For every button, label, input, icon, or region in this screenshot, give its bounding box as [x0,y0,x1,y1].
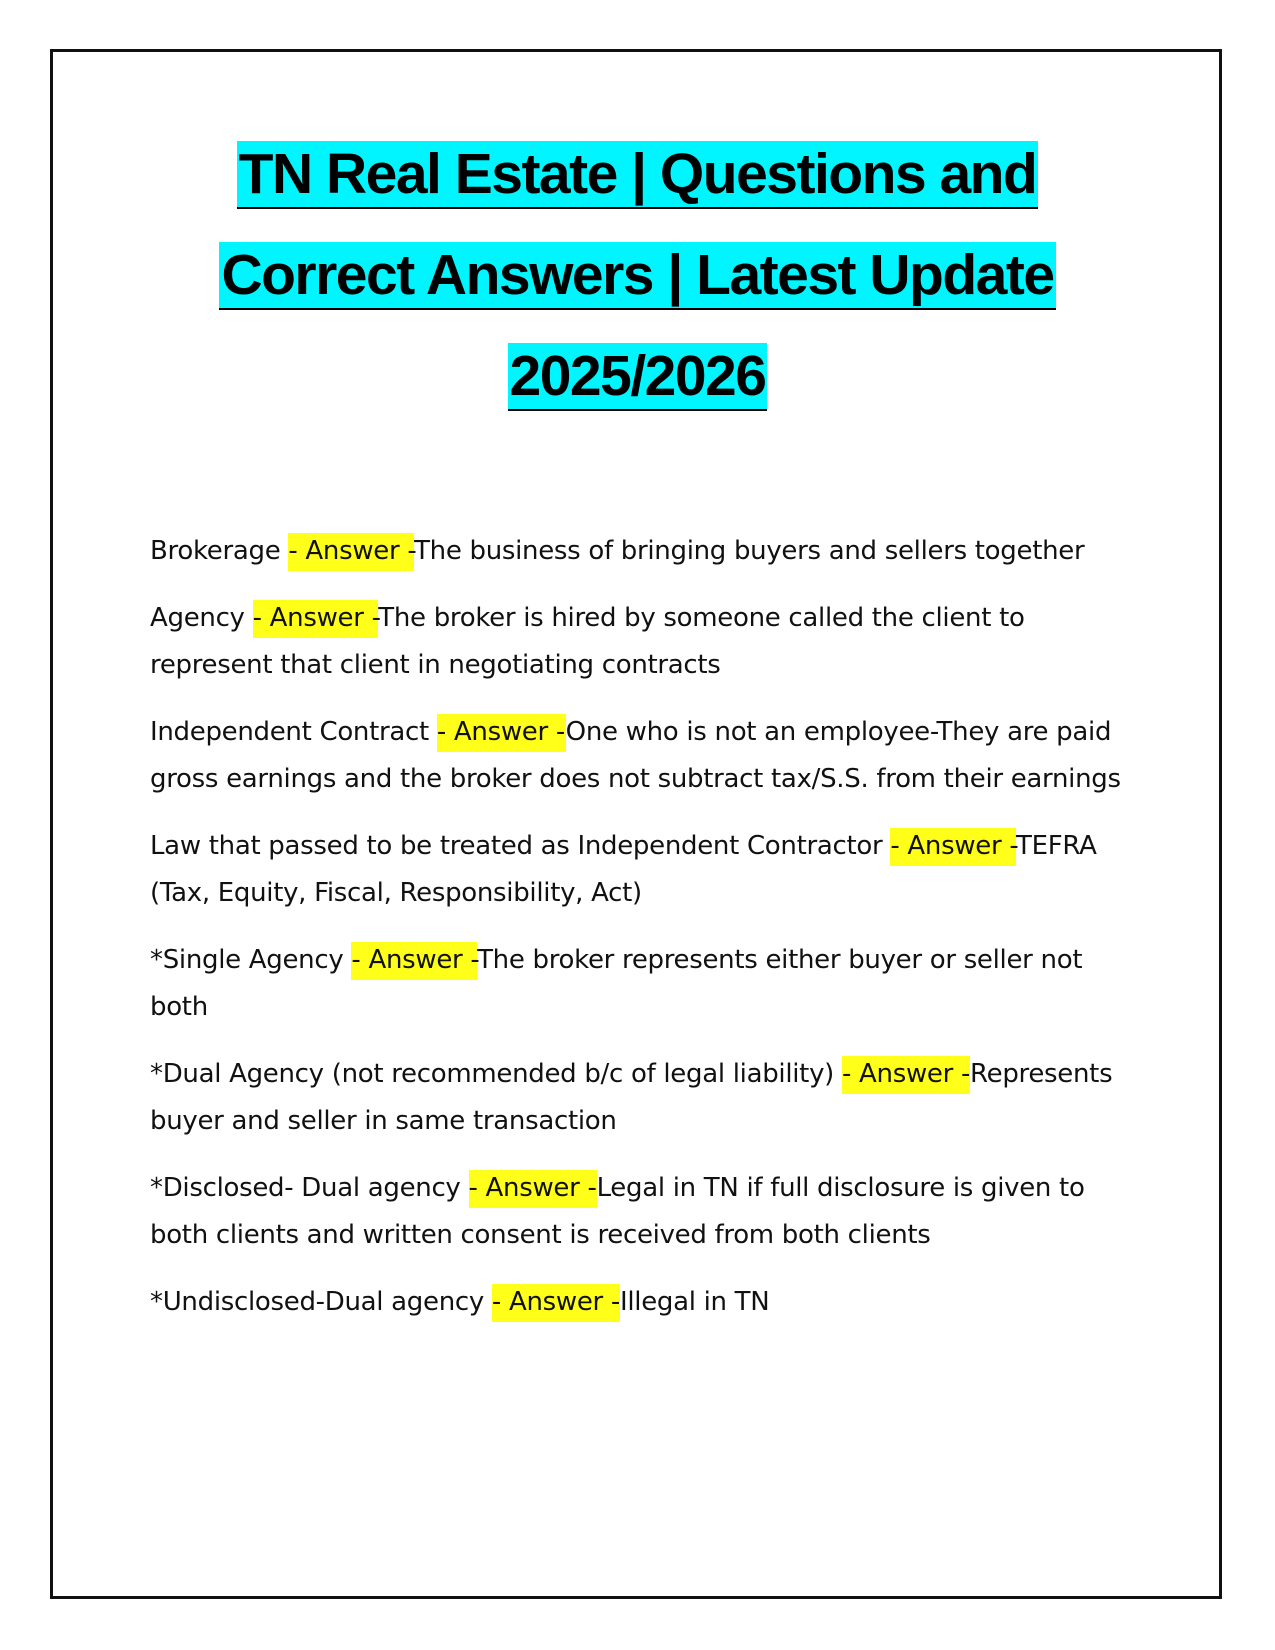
answer-tag: - Answer - [842,1056,970,1094]
qa-term: *Single Agency [150,945,352,975]
qa-term: *Undisclosed-Dual agency [150,1287,492,1317]
qa-list [150,528,1130,1346]
qa-term: *Dual Agency (not recommended b/c of legal liability) [150,1059,842,1089]
qa-term: *Disclosed- Dual agency [150,1173,469,1203]
title-line [100,239,1175,340]
title-line-text: TN Real Estate | Questions and [237,141,1039,209]
qa-answer: TEFRA (Tax, Equity, Fiscal, Responsibility, Act) [150,831,1097,908]
qa-answer: One who is not an employee-They are paid gross earnings and the broker does not subtract tax/S.S. from their earnings [150,717,1121,794]
answer-tag: - Answer - [351,942,477,980]
document-title [100,138,1175,441]
qa-answer: Illegal in TN [619,1287,770,1317]
qa-answer: The broker is hired by someone called the client to represent that client in negotiating contracts [150,603,1025,680]
qa-answer: Represents buyer and seller in same transaction [150,1059,1113,1136]
answer-tag: - Answer - [253,600,379,638]
qa-term: Agency [150,603,253,633]
qa-answer: The broker represents either buyer or seller not both [150,945,1083,1022]
answer-tag: - Answer - [492,1284,620,1322]
qa-item [150,937,1130,1031]
qa-item [150,823,1130,917]
title-line [100,340,1175,441]
qa-item [150,1279,1130,1326]
answer-tag: - Answer - [469,1170,597,1208]
title-line-text: 2025/2026 [508,343,768,411]
qa-term: Law that passed to be treated as Independent Contractor [150,831,891,861]
answer-tag: - Answer - [890,828,1016,866]
qa-term: Brokerage [150,536,289,566]
qa-item [150,528,1130,575]
answer-tag: - Answer - [437,714,566,752]
qa-term: Independent Contract [150,717,437,747]
title-line [100,138,1175,239]
answer-tag: - Answer - [288,533,414,571]
qa-item [150,709,1130,803]
qa-item [150,595,1130,689]
title-line-text: Correct Answers | Latest Update [219,242,1055,310]
qa-item [150,1051,1130,1145]
qa-item [150,1165,1130,1259]
qa-answer: Legal in TN if full disclosure is given to both clients and written consent is received from both clients [150,1173,1085,1250]
qa-answer: The business of bringing buyers and sellers together [414,536,1085,566]
